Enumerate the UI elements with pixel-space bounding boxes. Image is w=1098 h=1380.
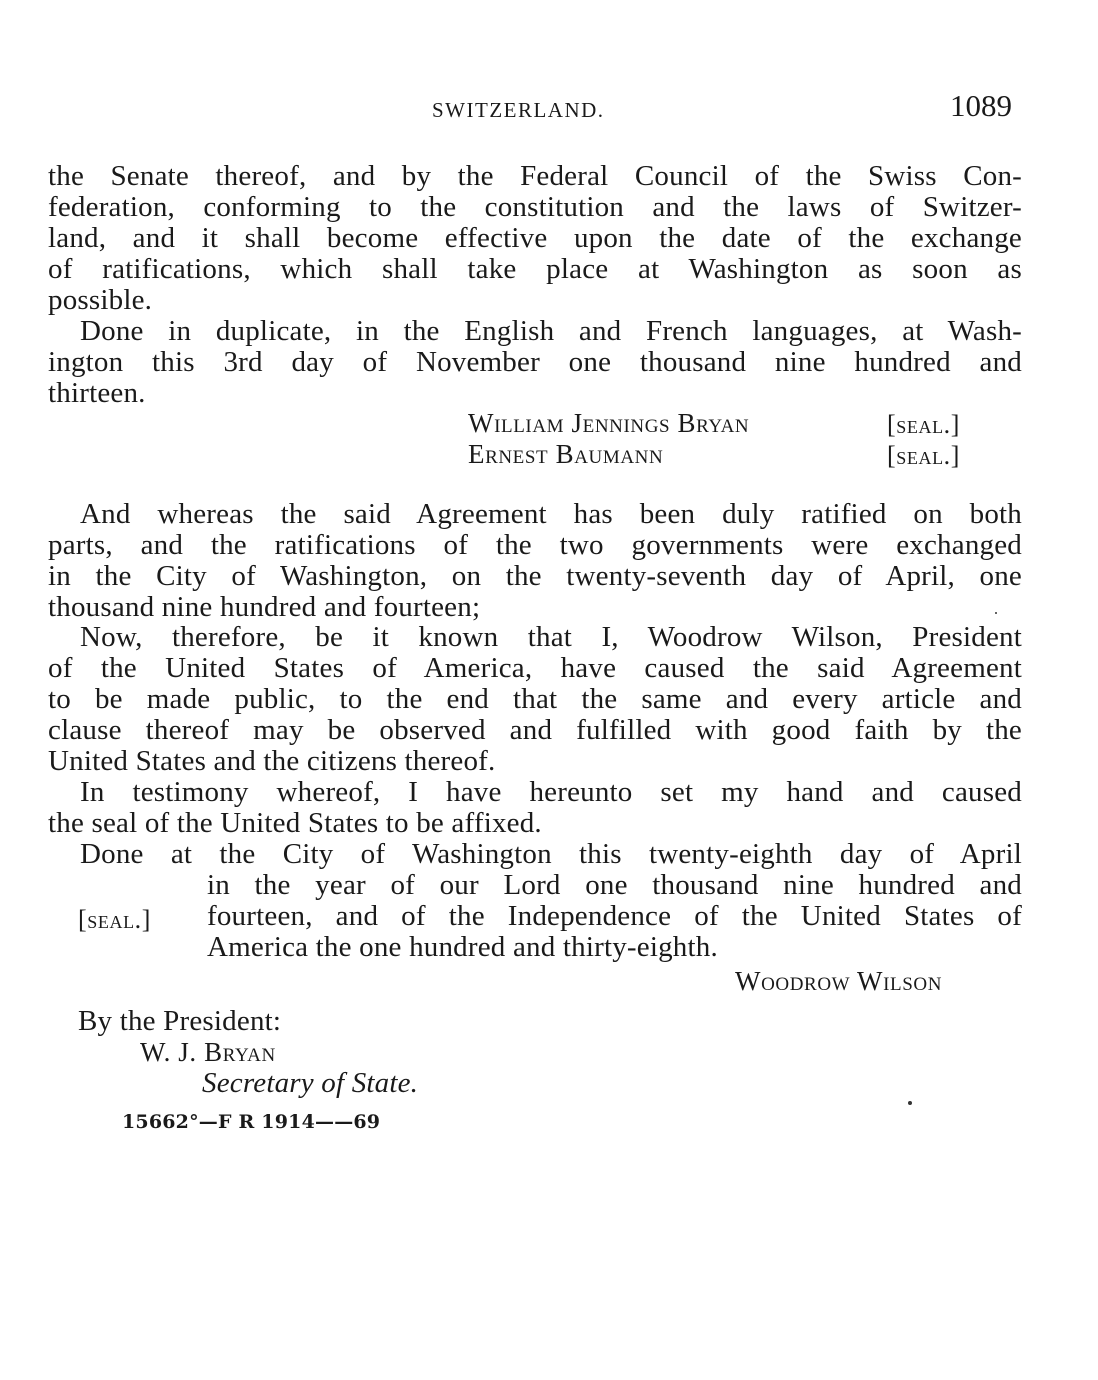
intro-line-5: possible.	[48, 284, 153, 316]
attestation-name: W. J. Bryan	[140, 1037, 276, 1067]
whereas-line-4: thousand nine hundred and fourteen;	[48, 591, 481, 623]
done-at-line-4: America the one hundred and thirty-eighth.	[207, 931, 718, 963]
seal-marker-bryan: [seal.]	[887, 410, 961, 439]
now-therefore-line-1: Now, therefore, be it known that I, Woodrow Wilson, President	[80, 621, 1022, 653]
signatory-name-bryan: William Jennings Bryan	[468, 408, 750, 438]
testimony-line-2: the seal of the United States to be affixed.	[48, 807, 542, 839]
attestation-by-line: By the President:	[78, 1005, 282, 1037]
duplicate-line-1: Done in duplicate, in the English and French languages, at Wash-	[80, 315, 1022, 347]
whereas-line-1: And whereas the said Agreement has been duly ratified on both	[80, 498, 1022, 530]
duplicate-line-2: ington this 3rd day of November one thousand nine hundred and	[48, 346, 1022, 378]
page-number: 1089	[950, 88, 1012, 123]
intro-line-1: the Senate thereof, and by the Federal Council of the Swiss Con-	[48, 160, 1022, 192]
done-at-line-2: in the year of our Lord one thousand nine hundred and	[207, 869, 1022, 901]
intro-line-4: of ratifications, which shall take place at Washington as soon as	[48, 253, 1022, 285]
print-code: 15662°—F R 1914——69	[122, 1111, 381, 1133]
done-at-line-1: Done at the City of Washington this twenty-eighth day of April	[80, 838, 1022, 870]
scan-speck	[995, 612, 997, 614]
done-at-line-3: fourteen, and of the Independence of the United States of	[207, 900, 1022, 932]
now-therefore-line-3: to be made public, to the end that the same and every article and	[48, 683, 1022, 715]
attestation-title: Secretary of State.	[202, 1067, 419, 1099]
intro-line-2: federation, conforming to the constitution and the laws of Switzer-	[48, 191, 1022, 223]
president-signature: Woodrow Wilson	[735, 966, 943, 996]
seal-marker-baumann: [seal.]	[887, 441, 961, 470]
whereas-line-3: in the City of Washington, on the twenty-seventh day of April, one	[48, 560, 1022, 592]
scan-speck	[908, 1101, 912, 1105]
now-therefore-line-2: of the United States of America, have caused the said Agreement	[48, 652, 1022, 684]
whereas-line-2: parts, and the ratifications of the two governments were exchanged	[48, 529, 1022, 561]
duplicate-line-3: thirteen.	[48, 377, 146, 409]
testimony-line-1: In testimony whereof, I have hereunto set my hand and caused	[80, 776, 1022, 808]
running-header-title: SWITZERLAND.	[432, 98, 605, 122]
now-therefore-line-4: clause thereof may be observed and fulfilled with good faith by the	[48, 714, 1022, 746]
now-therefore-line-5: United States and the citizens thereof.	[48, 745, 496, 777]
seal-marker-president: [seal.]	[78, 905, 152, 934]
signatory-name-baumann: Ernest Baumann	[468, 439, 664, 469]
intro-line-3: land, and it shall become effective upon the date of the exchange	[48, 222, 1022, 254]
